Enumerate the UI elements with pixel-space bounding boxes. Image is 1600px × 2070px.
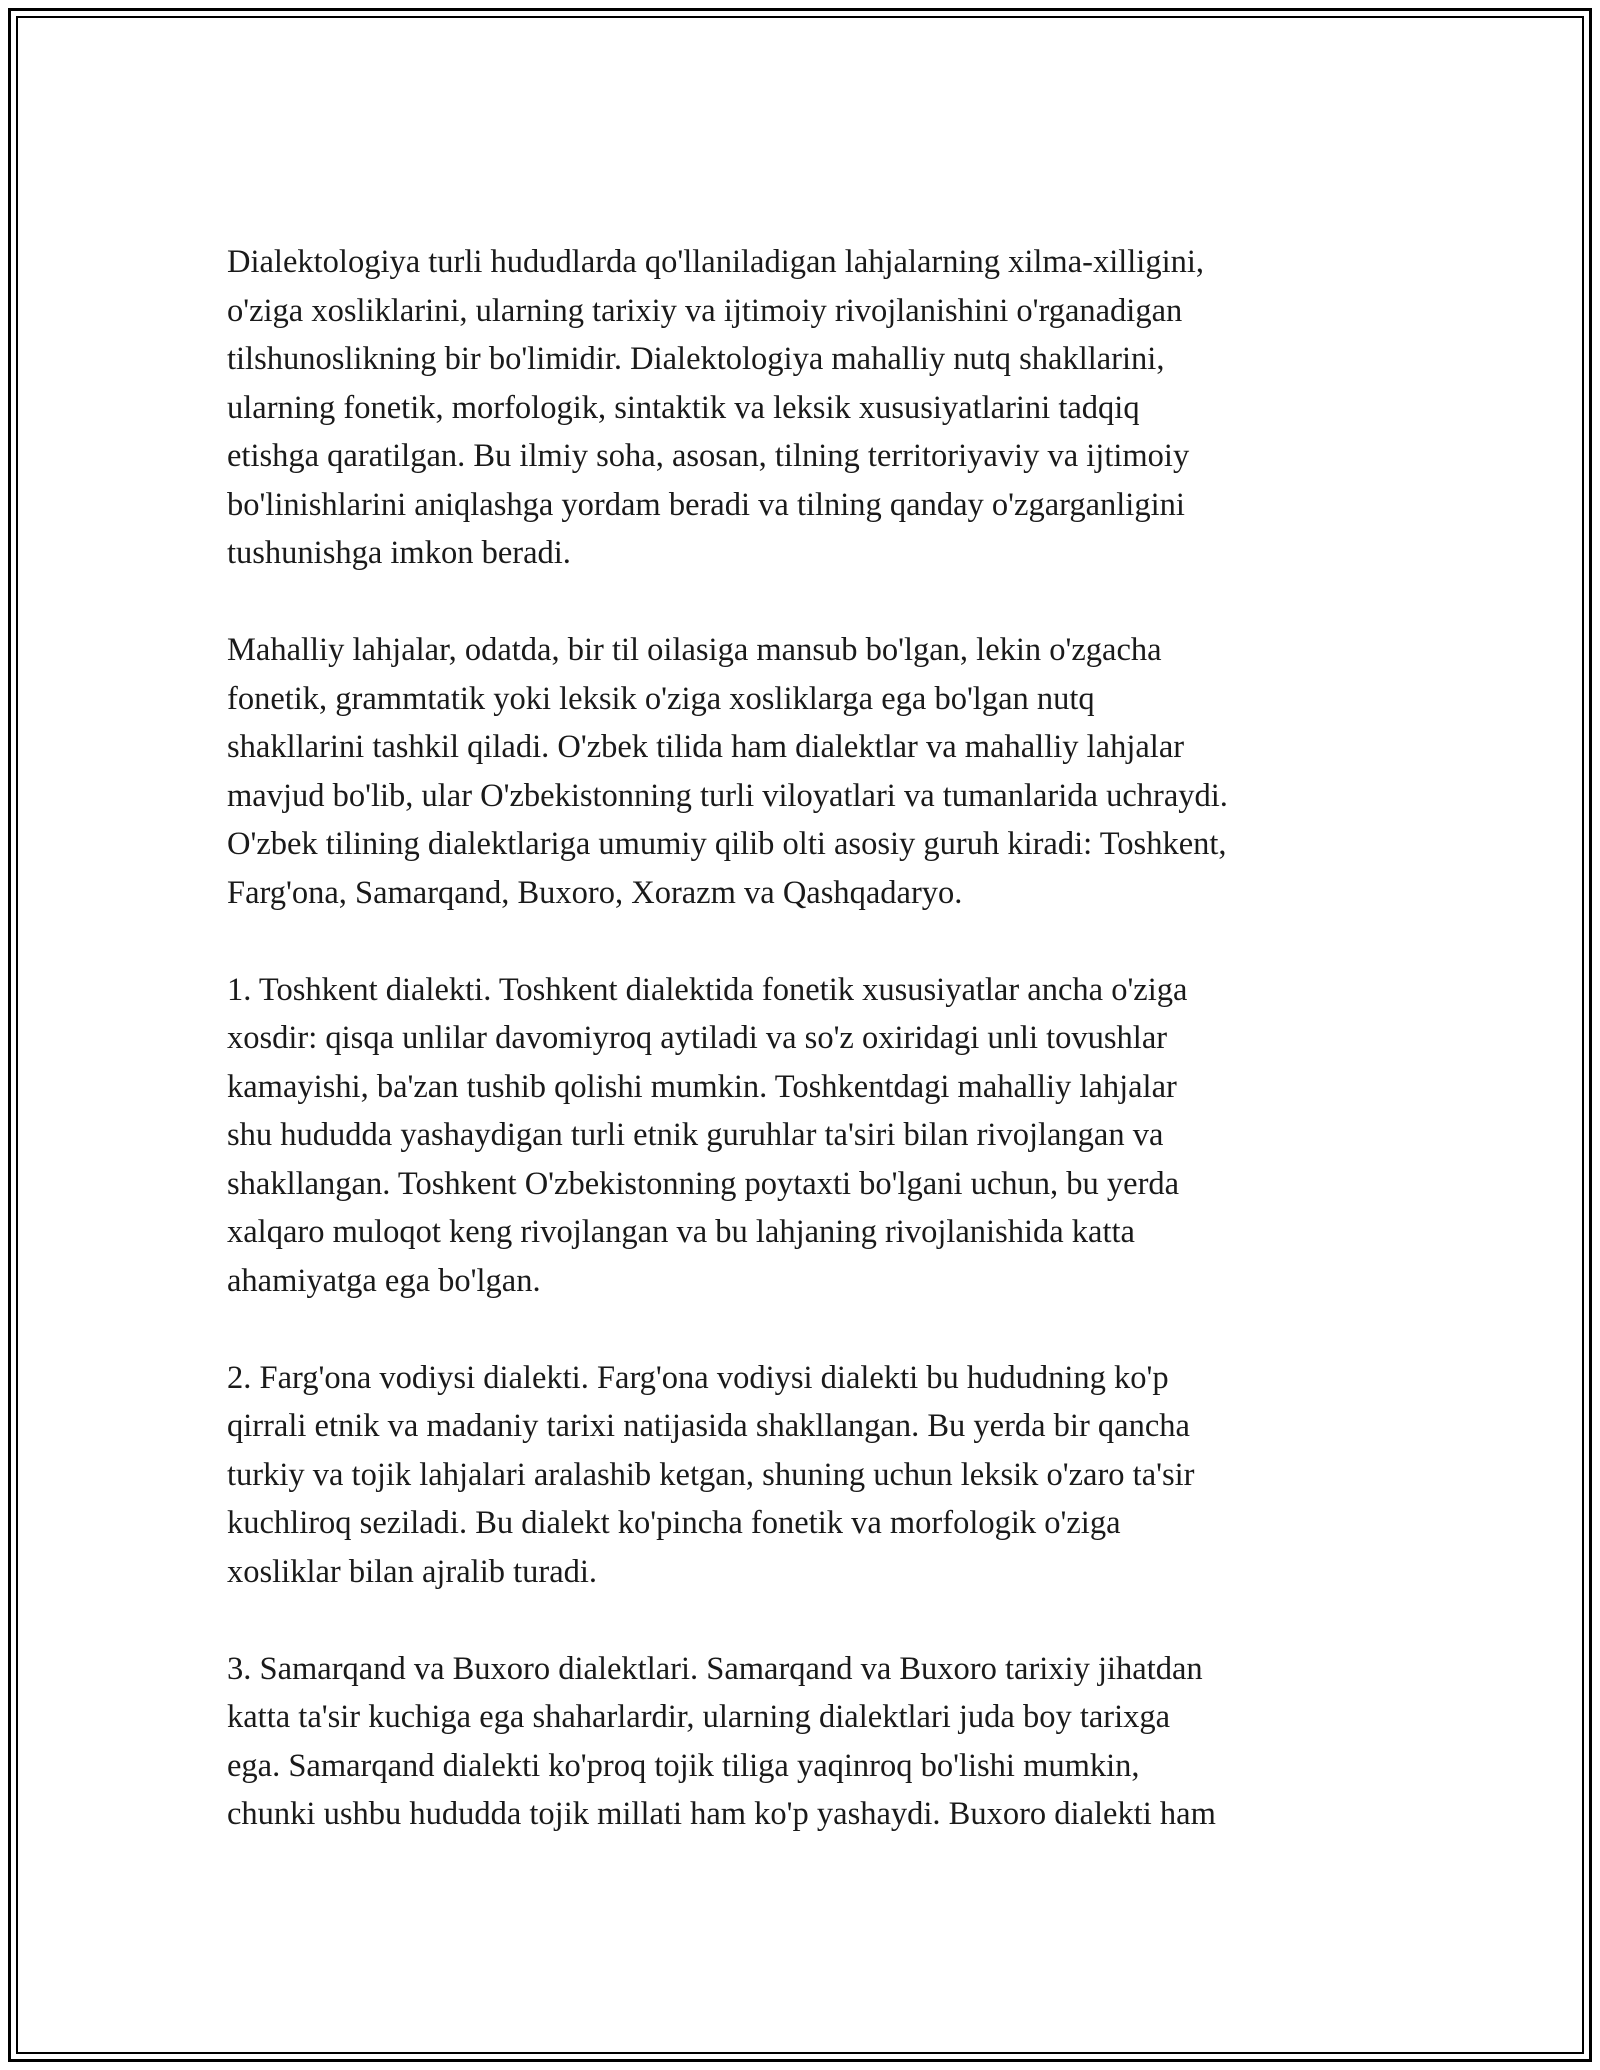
paragraph-local-dialects: Mahalliy lahjalar, odatda, bir til oilasiga mansub bo'lgan, lekin o'zgacha fonetik, grammtatik yoki leksik o'ziga xosliklarga ega bo'lgan nutq shakllarini tashkil qiladi. O'zbek tilida ham dialektlar va mahalliy lahjalar mavjud bo'lib, ular O'zbekistonning turli viloyatlari va tumanlarida uchraydi. O'zbek tilining dialektlariga umumiy qilib olti asosiy guruh kiradi: Toshkent, Farg'ona, Samarqand, Buxoro, Xorazm va Qashqadaryo. <box>227 632 1228 911</box>
paragraph-intro: Dialektologiya turli hududlarda qo'llaniladigan lahjalarning xilma-xilligini, o'ziga xosliklarini, ularning tarixiy va ijtimoiy rivojlanishini o'rganadigan tilshunoslikning bir bo'limidir. Dialektologiya mahalliy nutq shakllarini, ularning fonetik, morfologik, sintaktik va leksik xususiyatlarini tadqiq etishga qaratilgan. Bu ilmiy soha, asosan, tilning territoriyaviy va ijtimoiy bo'linishlarini aniqlashga yordam beradi va tilning qanday o'zgarganligini tushunishga imkon beradi. <box>227 244 1205 571</box>
paragraph-tashkent-dialect: 1. Toshkent dialekti. Toshkent dialektida fonetik xususiyatlar ancha o'ziga xosdir: qisqa unlilar davomiyroq aytiladi va so'z oxiridagi unli tovushlar kamayishi, ba'zan tushib qolishi mumkin. Toshkentdagi mahalliy lahjalar shu hududda yashaydigan turli etnik guruhlar ta'siri bilan rivojlangan va shakllangan. Toshkent O'zbekistonning poytaxti bo'lgani uchun, bu yerda xalqaro muloqot keng rivojlangan va bu lahjaning rivojlanishida katta ahamiyatga ega bo'lgan. <box>227 971 1188 1299</box>
document-body <box>227 238 1377 1839</box>
paragraph-fergana-dialect: 2. Farg'ona vodiysi dialekti. Farg'ona vodiysi dialekti bu hududning ko'p qirrali etnik va madaniy tarixi natijasida shakllangan. Bu yerda bir qancha turkiy va tojik lahjalari aralashib ketgan, shuning uchun leksik o'zaro ta'sir kuchliroq seziladi. Bu dialekt ko'pincha fonetik va morfologik o'ziga xosliklar bilan ajralib turadi. <box>227 1359 1195 1590</box>
paragraph-samarkand-bukhara-dialects: 3. Samarqand va Buxoro dialektlari. Samarqand va Buxoro tarixiy jihatdan katta ta'sir kuchiga ega shaharlardir, ularning dialektlari juda boy tarixga ega. Samarqand dialekti ko'proq tojik tiliga yaqinroq bo'lishi mumkin, chunki ushbu hududda tojik millati ham ko'p yashaydi. Buxoro dialekti ham <box>227 1650 1216 1832</box>
